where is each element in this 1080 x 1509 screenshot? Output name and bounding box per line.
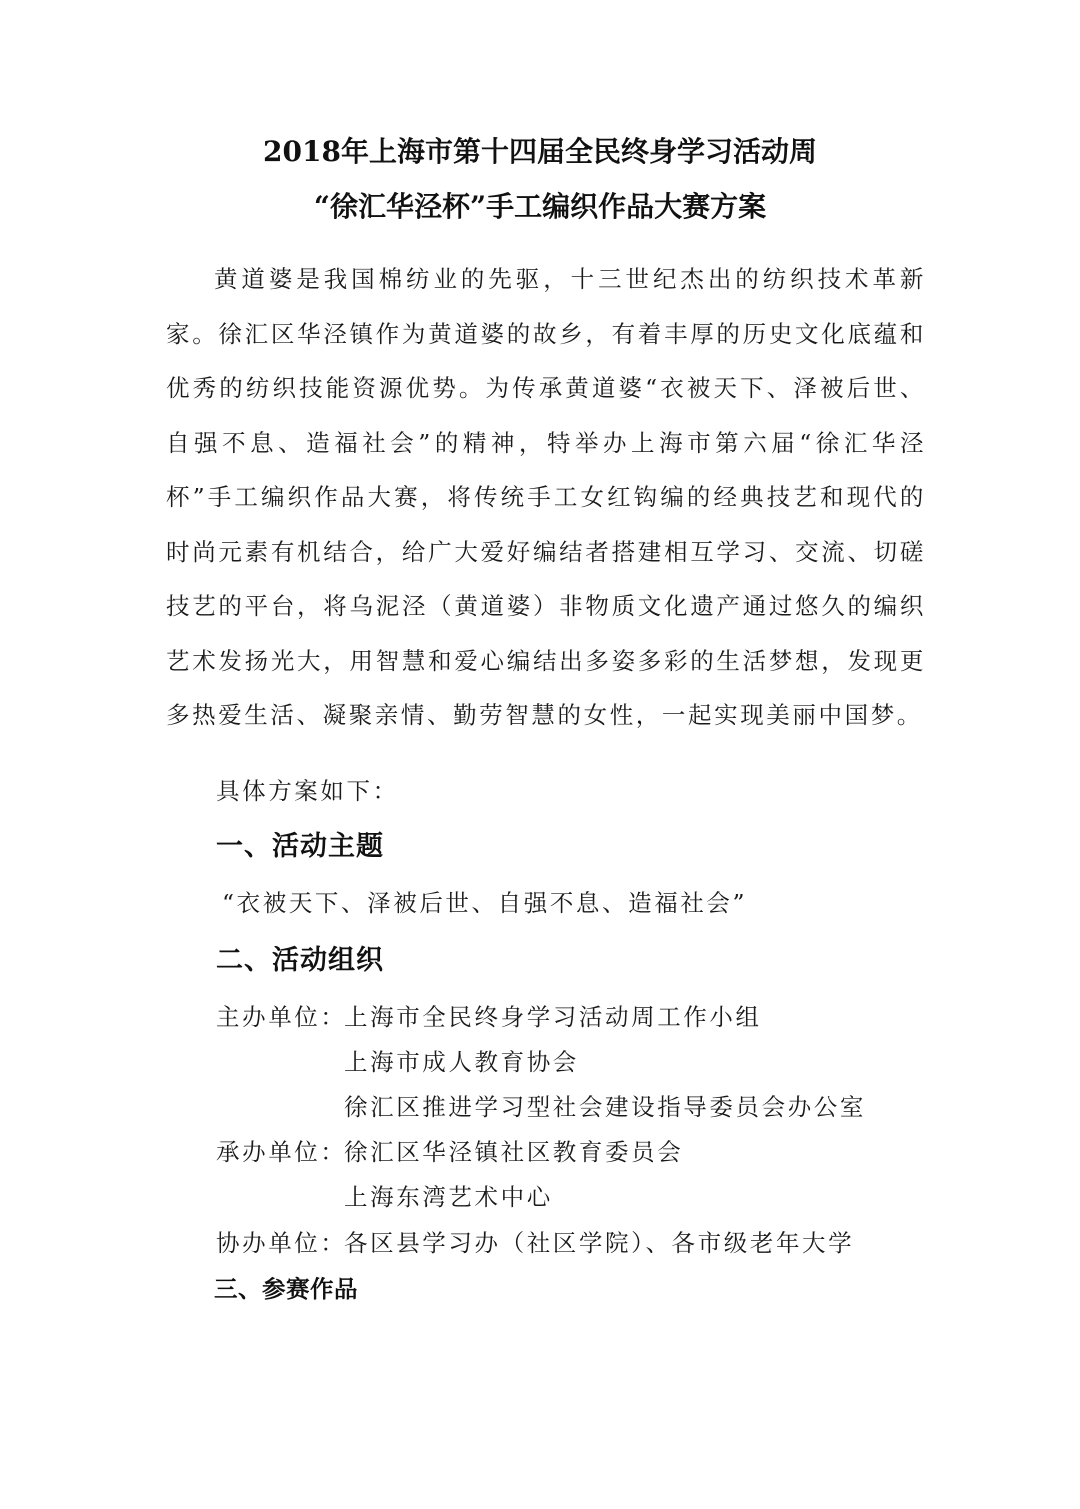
- section-heading-entries: 三、参赛作品: [214, 1275, 358, 1303]
- host-unit: 上海市全民终身学习活动周工作小组: [344, 1003, 762, 1031]
- activity-theme-text: “衣被天下、泽被后世、自强不息、造福社会”: [222, 889, 748, 917]
- org-row-organizer-1: [216, 1133, 683, 1167]
- organizer-label: 承办单位：: [216, 1138, 347, 1166]
- org-row-coorganizer: [216, 1224, 854, 1258]
- org-row-host-1: [216, 998, 762, 1032]
- document-title-line-2: “徐汇华泾杯”手工编织作品大赛方案: [313, 190, 767, 223]
- organizer-unit: 徐汇区华泾镇社区教育委员会: [344, 1138, 684, 1166]
- org-row-host-2: [216, 1043, 579, 1077]
- org-row-host-3: [216, 1088, 866, 1122]
- intro-paragraph: 黄道婆是我国棉纺业的先驱，十三世纪杰出的纺织技术革新家。徐汇区华泾镇作为黄道婆的故乡，有着丰厚的历史文化底蕴和优秀的纺织技能资源优势。为传承黄道婆“衣被天下、泽被后世、自强不息、造福社会”的精神，特举办上海市第六届“徐汇华泾杯”手工编织作品大赛，将传统手工女红钩编的经典技艺和现代的时尚元素有机结合，给广大爱好编结者搭建相互学习、交流、切磋技艺的平台，将乌泥泾（黄道婆）非物质文化遗产通过悠久的编织艺术发扬光大，用智慧和爱心编结出多姿多彩的生活梦想，发现更多热爱生活、凝聚亲情、勤劳智慧的女性，一起实现美丽中国梦。: [166, 265, 926, 729]
- coorganizer-unit: 各区县学习办（社区学院）、各市级老年大学: [344, 1229, 855, 1257]
- document-title-line-1: 2018年上海市第十四届全民终身学习活动周: [263, 135, 817, 168]
- org-row-organizer-2: [216, 1178, 553, 1212]
- host-unit: 徐汇区推进学习型社会建设指导委员会办公室: [344, 1093, 866, 1121]
- plan-intro: 具体方案如下：: [216, 777, 399, 805]
- coorganizer-label: 协办单位：: [216, 1229, 347, 1257]
- section-heading-theme: 一、活动主题: [216, 831, 384, 862]
- section-heading-organization: 二、活动组织: [216, 945, 384, 976]
- organizer-unit: 上海东湾艺术中心: [344, 1183, 553, 1211]
- host-unit: 上海市成人教育协会: [344, 1048, 579, 1076]
- host-label: 主办单位：: [216, 1003, 347, 1031]
